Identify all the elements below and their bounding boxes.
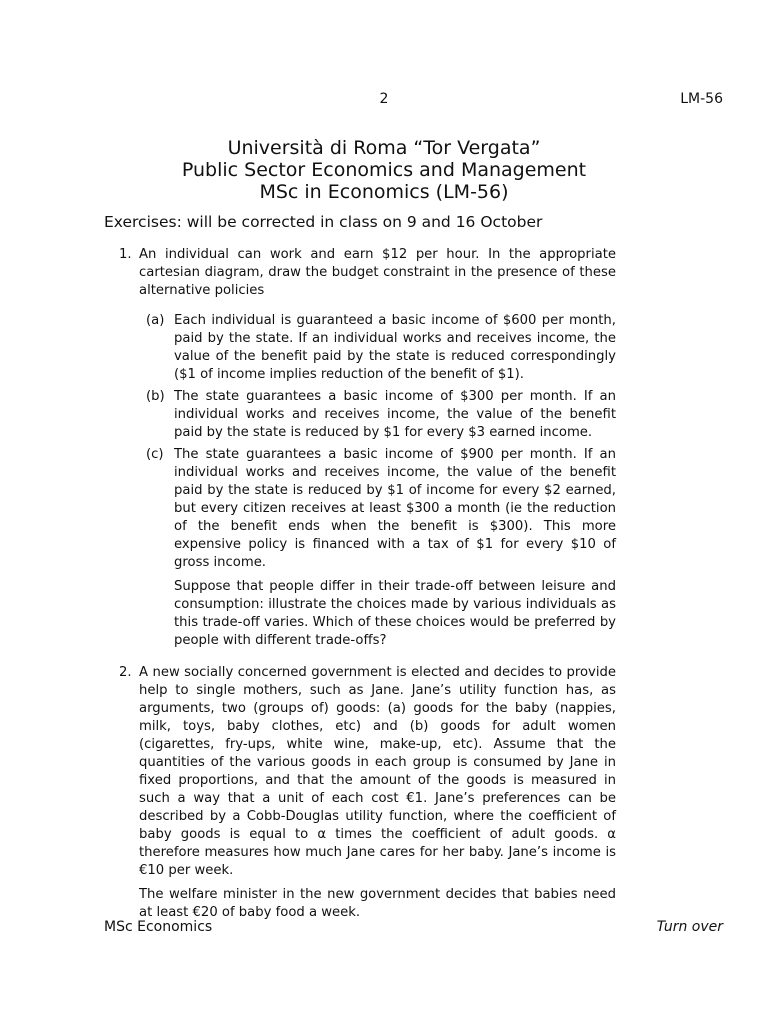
question-2	[104, 664, 616, 922]
question-number: 2.	[119, 665, 132, 680]
university-title: Università di Roma “Tor Vergata”	[227, 137, 541, 159]
part-label: (a)	[146, 313, 165, 328]
title-block	[0, 137, 768, 203]
part-text: Each individual is guaranteed a basic income of $600 per month, paid by the state. If an individual works and receives income, the value of the benefit paid by the state is reduced correspondingly ($1 of income implies reduction of the benefit of $1).	[174, 313, 616, 382]
exercise-list	[104, 246, 616, 922]
course-code: LM-56	[680, 91, 723, 107]
page-number: 2	[379, 91, 389, 107]
part-b	[139, 388, 616, 442]
question-1-parts	[139, 312, 616, 650]
part-label: (c)	[146, 447, 164, 462]
footer-turn-over: Turn over	[656, 919, 723, 935]
part-text: The state guarantees a basic income of $300 per month. If an individual works and receives income, the value of the benefit paid by the state is reduced by $1 for every $3 earned income.	[174, 389, 616, 440]
exercises-heading: Exercises: will be corrected in class on 9 and 16 October	[104, 213, 543, 231]
question-number: 1.	[119, 247, 132, 262]
part-label: (b)	[146, 389, 165, 404]
footer-program: MSc Economics	[104, 919, 213, 935]
question-text: An individual can work and earn $12 per hour. In the appropriate cartesian diagram, draw the budget constraint in the presence of these alternative policies	[139, 247, 616, 298]
part-c	[139, 446, 616, 650]
part-text: The state guarantees a basic income of $900 per month. If an individual works and receives income, the value of the benefit paid by the state is reduced by $1 of income for every $2 earned, but every citizen receives at least $300 a month (ie the reduction of the benefit ends when the benefit is $300). This more expensive policy is financed with a tax of $1 for every $10 of gross income.	[174, 447, 616, 570]
program-title: MSc in Economics (LM-56)	[259, 181, 509, 203]
part-a	[139, 312, 616, 384]
question-followup-text: The welfare minister in the new government decides that babies need at least €20 of baby food a week.	[139, 887, 616, 920]
question-text: A new socially concerned government is elected and decides to provide help to single mothers, such as Jane. Jane’s utility function has, as arguments, two (groups of) goods: (a) goods for the baby (nappies, milk, toys, baby clothes, etc) and (b) goods for adult women (cigarettes, fry-ups, white wine, make-up, etc). Assume that the quantities of the various goods in each group is consumed by Jane in fixed proportions, and that the amount of the goods is measured in such a way that a unit of each cost €1. Jane’s preferences can be described by a Cobb-Douglas utility function, where the coefficient of baby goods is equal to α times the coefficient of adult goods. α therefore measures how much Jane cares for her baby. Jane’s income is €10 per week.	[139, 665, 616, 878]
question-1	[104, 246, 616, 650]
part-followup-text: Suppose that people differ in their trade-off between leisure and consumption: illustrate the choices made by various individuals as this trade-off varies. Which of these choices would be preferred by people with different trade-offs?	[174, 579, 616, 648]
course-title: Public Sector Economics and Management	[181, 159, 587, 181]
